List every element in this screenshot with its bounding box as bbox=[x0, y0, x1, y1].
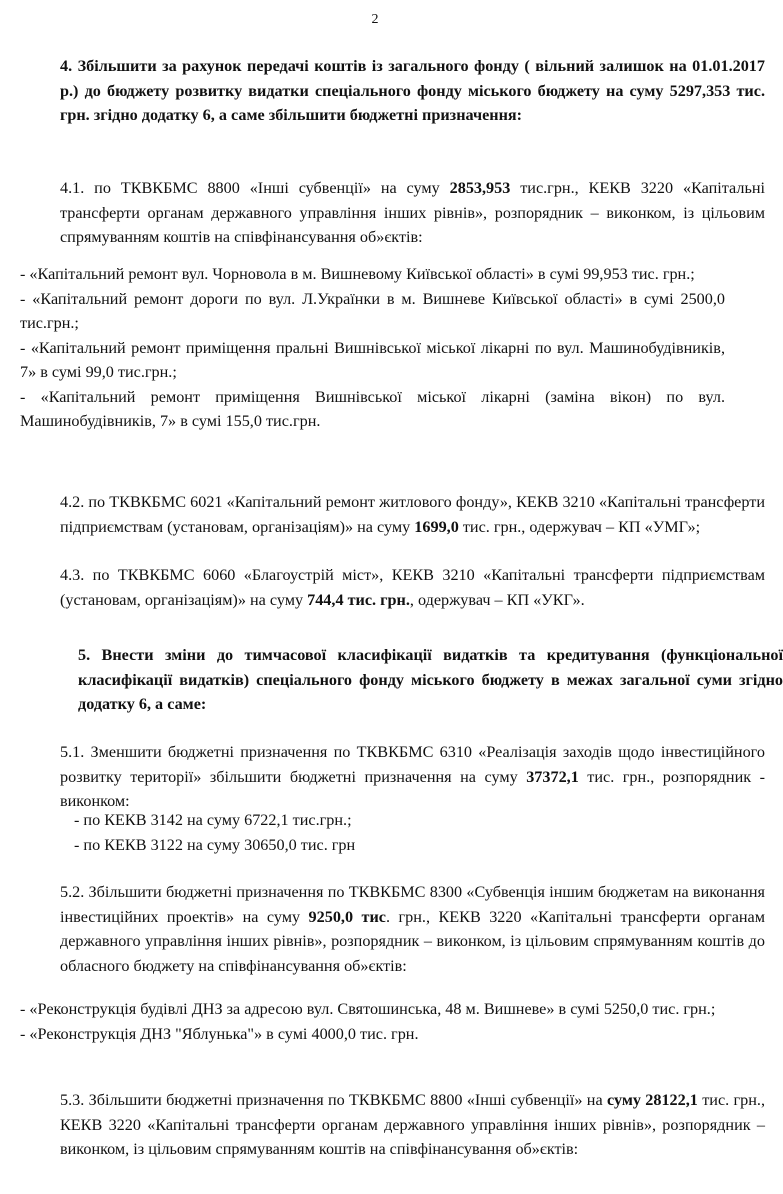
amount-4-3: 744,4 тис. грн. bbox=[307, 590, 410, 609]
amount-4-2: 1699,0 bbox=[414, 517, 459, 536]
paragraph-4-1: 4.1. по ТКВКБМС 8800 «Інші субвенції» на суму 2853,953 тис.грн., КЕКВ 3220 «Капітальні трансферти органам державного управління інших рівнів», розпорядник – виконком, із цільовим спрямуванням коштів на співфінансування об»єктів: bbox=[60, 179, 765, 246]
page-number: 2 bbox=[371, 12, 379, 27]
amount-4-1: 2853,953 bbox=[449, 179, 511, 197]
item-4-heading: 4. Збільшити за рахунок передачі коштів із загального фонду ( вільний залишок на 01.01.2017 р.) до бюджету розвитку видатки спеціального фонду міського бюджету на суму 5297,353 тис. грн. згідно додатку 6, а саме збільшити бюджетні призначення: bbox=[60, 57, 765, 124]
paragraph-5-1: 5.1. Зменшити бюджетні призначення по ТКВКБМС 6310 «Реалізація заходів щодо інвестиційного розвитку території» збільшити бюджетні призначення на суму 37372,1 тис. грн., розпорядник - виконком: bbox=[60, 743, 766, 810]
bullet-list-5-2 bbox=[20, 997, 725, 1046]
list-item: - «Капітальний ремонт приміщення пральні Вишнівської міської лікарні по вул. Машинобудівників, 7» в сумі 99,0 тис.грн.; bbox=[20, 338, 725, 381]
paragraph-5-2: 5.2. Збільшити бюджетні призначення по ТКВКБМС 8300 «Субвенція іншим бюджетам на виконання інвестиційних проектів» на суму 9250,0 тис. грн., КЕКВ 3220 «Капітальні трансферти органам державного управління інших рівнів», розпорядник – виконком, із цільовим спрямуванням коштів до обласного бюджету на співфінансування об»єктів: bbox=[60, 883, 765, 975]
list-item: - по КЕКВ 3122 на суму 30650,0 тис. грн bbox=[74, 835, 356, 854]
list-item: - «Реконструкція ДНЗ "Яблунька"» в сумі 4000,0 тис. грн. bbox=[20, 1024, 419, 1043]
amount-5-2: 9250,0 тис bbox=[308, 907, 386, 926]
list-item: - «Капітальний ремонт приміщення Вишнівської міської лікарні (заміна вікон) по вул. Машинобудівників, 7» в сумі 155,0 тис.грн. bbox=[20, 387, 725, 430]
list-item: - по КЕКВ 3142 на суму 6722,1 тис.грн.; bbox=[74, 811, 352, 829]
list-item: - «Капітальний ремонт вул. Чорновола в м. Вишневому Київської області» в сумі 99,953 тис. грн.; bbox=[20, 265, 695, 283]
list-item: - «Реконструкція будівлі ДНЗ за адресою вул. Святошинська, 48 м. Вишневе» в сумі 5250,0 тис. грн.; bbox=[20, 1000, 716, 1018]
amount-5-1: 37372,1 bbox=[526, 767, 579, 786]
bullet-list-4-1 bbox=[20, 262, 725, 434]
bullet-list-5-1 bbox=[74, 808, 355, 857]
paragraph-5-3: 5.3. Збільшити бюджетні призначення по ТКВКБМС 8800 «Інші субвенції» на суму 28122,1 тис. грн., КЕКВ 3220 «Капітальні трансферти органам державного управління інших рівнів», розпорядник – виконком, із цільовим спрямуванням коштів на співфінансування об»єктів: bbox=[60, 1091, 765, 1158]
item-5-heading: 5. Внести зміни до тимчасової класифікації видатків та кредитування (функціональної класифікації видатків) спеціального фонду міського бюджету в межах загальної суми згідно додатку 6, а саме: bbox=[78, 646, 783, 713]
paragraph-4-2: 4.2. по ТКВКБМС 6021 «Капітальний ремонт житлового фонду», КЕКВ 3210 «Капітальні трансферти підприємствам (установам, організаціям)» на суму 1699,0 тис. грн., одержувач – КП «УМГ»; bbox=[60, 493, 765, 536]
amount-5-3: суму 28122,1 bbox=[606, 1091, 698, 1109]
paragraph-4-3: 4.3. по ТКВКБМС 6060 «Благоустрій міст», КЕКВ 3210 «Капітальні трансферти підприємствам (установам, організаціям)» на суму 744,4 тис. грн., одержувач – КП «УКГ». bbox=[60, 566, 765, 609]
list-item: - «Капітальний ремонт дороги по вул. Л.Українки в м. Вишневе Київської області» в сумі 2500,0 тис.грн.; bbox=[20, 289, 725, 332]
